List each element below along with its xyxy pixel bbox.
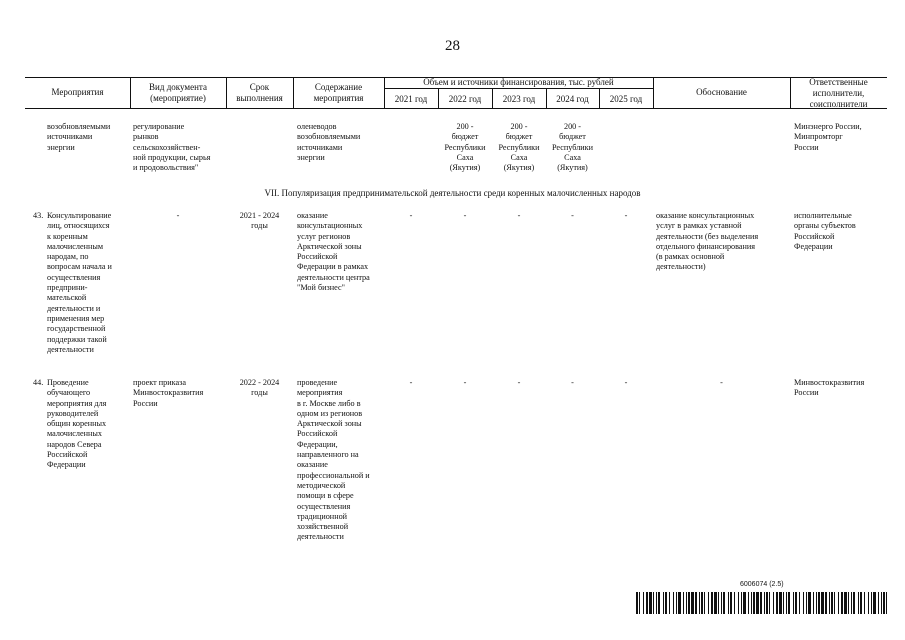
barcode-bar <box>788 592 790 614</box>
cell-funding-2023: - <box>517 211 521 220</box>
barcode-bar <box>764 592 765 614</box>
barcode-bar <box>803 592 804 614</box>
header-funding: Объем и источники финансирования, тыс. рублей <box>423 77 614 87</box>
header-year-2022: 2022 год <box>448 94 482 104</box>
barcode-bar <box>853 592 855 614</box>
barcode-bar <box>886 592 887 614</box>
cell-content: оленеводов возобновляемыми источниками энергии <box>297 122 361 162</box>
row-number: 43. <box>33 211 44 220</box>
barcode-bar <box>643 592 644 614</box>
cell-rationale: - <box>720 378 723 387</box>
header-deadline: Срок выполнения <box>236 82 283 103</box>
cell-content: оказание консультационных услуг регионов Арктической зоны Российской Федерации в рамках деятельности центра "Мой бизнес" <box>297 211 370 293</box>
barcode-code: 6006074 (2.5) <box>740 581 784 588</box>
barcode-bar <box>686 592 687 614</box>
cell-funding-2025: - <box>624 378 628 387</box>
barcode-bar <box>829 592 830 614</box>
barcode-bar <box>766 592 768 614</box>
barcode-bar <box>708 592 709 614</box>
barcode-bar <box>756 592 759 614</box>
cell-doc-type: - <box>176 211 180 220</box>
barcode-bar <box>704 592 705 614</box>
barcode-bar <box>838 592 839 614</box>
barcode-bar <box>721 592 722 614</box>
cell-responsible: Минвостокразвития России <box>794 378 865 398</box>
cell-doc-type: регулирование рынков сельскохозяйствен- ной продукции, сырья и продовольствия" <box>133 122 211 173</box>
cell-deadline: 2021 - 2024 годы <box>239 211 280 231</box>
cell-funding-2022: - <box>463 211 467 220</box>
page-number: 28 <box>445 38 460 54</box>
barcode-bar <box>688 592 690 614</box>
barcode-bar <box>806 592 807 614</box>
barcode-bar <box>753 592 755 614</box>
barcode-bar <box>783 592 784 614</box>
barcode-bar <box>751 592 752 614</box>
barcode-bar <box>834 592 835 614</box>
barcode-bar <box>795 592 797 614</box>
barcode-bar <box>799 592 800 614</box>
barcode-bar <box>665 592 667 614</box>
barcode-bar <box>878 592 879 614</box>
barcode-bar <box>691 592 694 614</box>
barcode-bar <box>873 592 876 614</box>
cell-event: Консультирование лиц, относящихся к коренным малочисленным народам, по вопросам начала и осуществления предприни- мательской деятельности и применения мер государственной поддержки такой деятельности <box>47 211 112 354</box>
barcode-bar <box>858 592 859 614</box>
section-title: VII. Популяризация предпринимательской деятельности среди коренных малочисленных народов <box>264 188 641 198</box>
barcode-bar <box>699 592 700 614</box>
header-content: Содержание мероприятия <box>313 82 364 103</box>
barcode-bar <box>881 592 882 614</box>
header-rationale: Обоснование <box>696 87 747 97</box>
barcode-bar <box>678 592 681 614</box>
barcode-bar <box>883 592 885 614</box>
cell-funding-2024: - <box>571 211 574 220</box>
cell-funding-2023: 200 - бюджет Республики Саха (Якутия) <box>498 122 540 173</box>
barcode-bar <box>860 592 862 614</box>
barcode-bar <box>649 592 652 614</box>
cell-funding-2024: 200 - бюджет Республики Саха (Якутия) <box>551 122 594 173</box>
barcode-bar <box>868 592 869 614</box>
barcode-bar <box>683 592 684 614</box>
barcode-bar <box>658 592 660 614</box>
barcode-bar <box>825 592 827 614</box>
cell-rationale: оказание консультационных услуг в рамках уставной деятельности (без выделения отдельного финансирования (в рамках основной деятельности) <box>656 211 759 272</box>
barcode-bar <box>841 592 843 614</box>
cell-funding-2023: - <box>517 378 521 387</box>
barcode-bar <box>646 592 648 614</box>
barcode-bar <box>718 592 719 614</box>
barcode-bar <box>730 592 732 614</box>
cell-funding-2021: - <box>409 211 413 220</box>
barcode-bar <box>669 592 670 614</box>
barcode-bar <box>818 592 820 614</box>
barcode-bar <box>663 592 664 614</box>
barcode-bar <box>769 592 770 614</box>
row-number: 44. <box>33 378 44 387</box>
barcode-bar <box>701 592 703 614</box>
header-responsible: Ответственные исполнители, соисполнители <box>809 77 868 109</box>
header-doc-type: Вид документа (мероприятие) <box>149 82 207 103</box>
barcode-bar <box>848 592 849 614</box>
header-event: Мероприятия <box>51 87 104 97</box>
header-year-2025: 2025 год <box>609 94 643 104</box>
barcode-bar <box>714 592 717 614</box>
header-year-2021: 2021 год <box>394 94 428 104</box>
cell-content: проведение мероприятия в г. Москве либо в одном из регионов Арктической зоны Российской Федерации, направленного на оказание профессиональной и методической помощи в сфере осуществления традиционной хозяйственной деятельности <box>297 378 370 542</box>
barcode-bar <box>636 592 638 614</box>
barcode <box>636 592 887 614</box>
barcode-bar <box>743 592 746 614</box>
barcode-bar <box>653 592 654 614</box>
cell-responsible: исполнительные органы субъектов Российской Федерации <box>794 211 856 251</box>
barcode-bar <box>851 592 852 614</box>
barcode-bar <box>695 592 697 614</box>
barcode-bar <box>738 592 739 614</box>
barcode-bar <box>793 592 794 614</box>
cell-funding-2025: - <box>624 211 628 220</box>
cell-funding-2022: - <box>463 378 467 387</box>
barcode-bar <box>813 592 814 614</box>
barcode-bar <box>844 592 847 614</box>
barcode-bar <box>864 592 865 614</box>
barcode-bar <box>808 592 811 614</box>
barcode-bar <box>779 592 782 614</box>
cell-funding-2024: - <box>571 378 574 387</box>
barcode-bar <box>639 592 640 614</box>
barcode-bar <box>831 592 833 614</box>
barcode-bar <box>676 592 677 614</box>
barcode-bar <box>816 592 817 614</box>
barcode-bar <box>734 592 735 614</box>
cell-doc-type: проект приказа Минвостокразвития России <box>133 378 204 408</box>
barcode-bar <box>773 592 774 614</box>
funding-subheader-rule <box>384 88 653 89</box>
barcode-bar <box>723 592 725 614</box>
header-year-2024: 2024 год <box>556 94 589 104</box>
barcode-bar <box>748 592 749 614</box>
cell-responsible: Минэнерго России, Минпромторг России <box>794 122 862 152</box>
cell-event: возобновляемыми источниками энергии <box>47 122 111 152</box>
barcode-bar <box>711 592 713 614</box>
cell-funding-2021: - <box>409 378 413 387</box>
barcode-bar <box>871 592 872 614</box>
barcode-bar <box>760 592 762 614</box>
barcode-bar <box>786 592 787 614</box>
barcode-bar <box>821 592 824 614</box>
cell-event: Проведение обучающего мероприятия для руководителей общин коренных малочисленных народов Севера Российской Федерации <box>47 378 107 470</box>
barcode-bar <box>776 592 778 614</box>
barcode-bar <box>741 592 742 614</box>
cell-deadline: 2022 - 2024 годы <box>239 378 280 398</box>
header-bottom-rule <box>25 108 887 109</box>
barcode-bar <box>728 592 729 614</box>
barcode-bar <box>656 592 657 614</box>
cell-funding-2022: 200 - бюджет Республики Саха (Якутия) <box>444 122 486 173</box>
barcode-bar <box>673 592 674 614</box>
header-year-2023: 2023 год <box>502 94 536 104</box>
